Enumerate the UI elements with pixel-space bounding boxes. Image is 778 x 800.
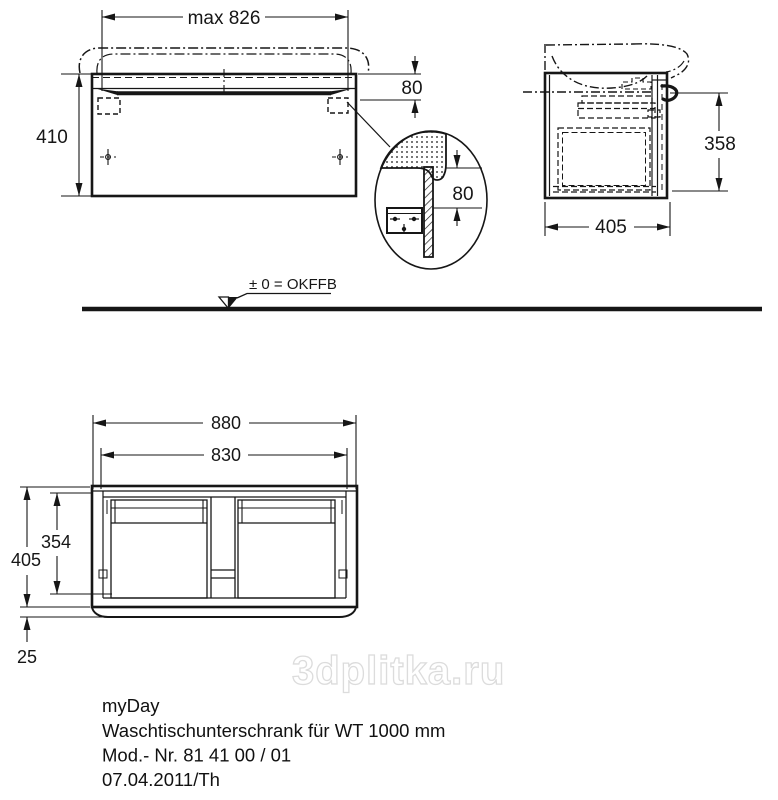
detail-bracket (387, 208, 422, 234)
side-view (523, 44, 736, 238)
level-label: ± 0 = OKFFB (249, 276, 337, 293)
front-drill-mark-left (100, 149, 116, 165)
footer-product-name: Waschtischunterschrank für WT 1000 mm (102, 720, 446, 741)
side-lower-drawer-dashed (553, 128, 656, 192)
front-view (36, 8, 422, 196)
front-bracket-left (98, 98, 120, 114)
side-front-panel (652, 75, 667, 196)
footer-model-number: Mod.- Nr. 81 41 00 / 01 (102, 744, 292, 766)
detail-wall-panel (424, 167, 433, 257)
floor-line (82, 276, 762, 309)
footer-series-name: myDay (102, 695, 160, 716)
detail-leader-line (347, 102, 390, 147)
front-dim-top-offset-label: 80 (401, 78, 423, 99)
plan-dim-width-inner-label: 830 (210, 445, 242, 465)
front-drill-mark-right (332, 149, 348, 165)
level-leader (237, 294, 331, 299)
side-dim-height-label: 358 (704, 134, 736, 155)
plan-view (11, 413, 357, 667)
plan-dim-depth-outer-label: 405 (10, 550, 42, 570)
side-dim-depth-label: 405 (595, 217, 627, 238)
front-dim-top-width-label: max 826 (187, 8, 261, 29)
plan-dim-front-bow-label: 25 (16, 647, 38, 667)
plan-dim-width-outer-label: 880 (210, 413, 242, 433)
plan-front-bow (92, 607, 356, 617)
footer (102, 695, 445, 790)
plan-dim-depth-inner-label: 354 (40, 532, 72, 552)
plan-dim-front-bow (20, 617, 110, 642)
plan-carcass (92, 486, 357, 607)
side-upper-drawer-dashed (578, 96, 660, 118)
footer-date: 07.04.2011/Th (102, 769, 220, 790)
detail-dim-offset-label: 80 (452, 184, 474, 205)
watermark-text: 3dplitka.ru (292, 649, 506, 693)
front-dim-height-label: 410 (36, 127, 68, 148)
detail-circle (375, 131, 487, 269)
front-bracket-right (328, 98, 348, 113)
